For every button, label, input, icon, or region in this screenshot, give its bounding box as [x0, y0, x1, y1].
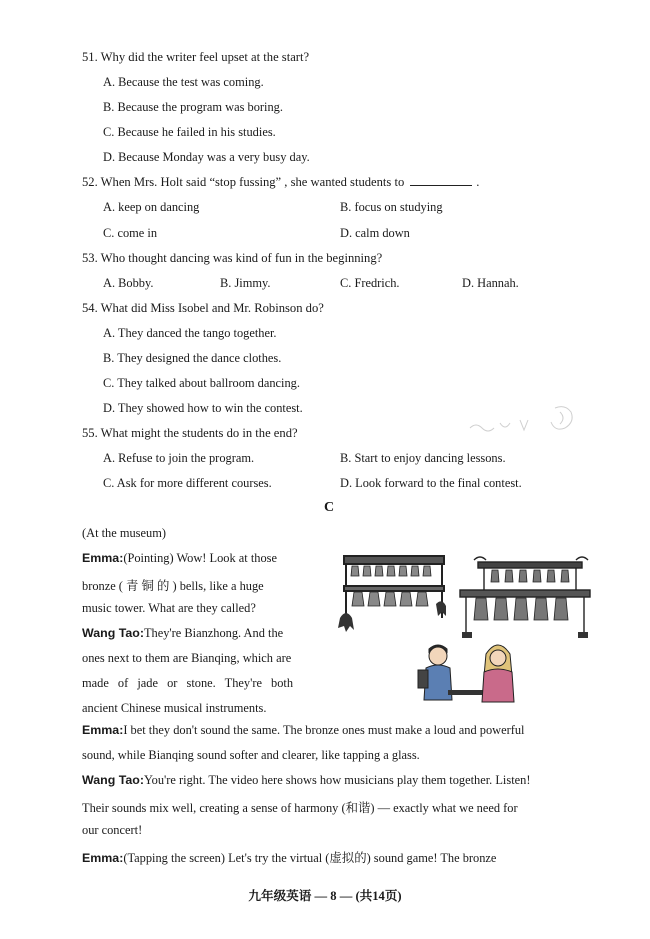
q51-option-a: A. Because the test was coming.	[103, 75, 264, 89]
question-52-stem	[82, 175, 479, 190]
q54-option-c: C. They talked about ballroom dancing.	[103, 376, 300, 390]
q54-option-d: D. They showed how to win the contest.	[103, 401, 303, 415]
dialogue-line: Emma:(Tapping the screen) Let's try the virtual (虚拟的) sound game! The bronze	[82, 851, 497, 865]
q55-option-a: A. Refuse to join the program.	[103, 451, 255, 465]
q53-option-c: C. Fredrich.	[340, 276, 400, 290]
dialogue-line: Wang Tao:You're right. The video here shows how musicians play them together. Listen!	[82, 773, 531, 787]
scene-note: (At the museum)	[82, 526, 166, 540]
dialogue-line: ancient Chinese musical instruments.	[82, 701, 267, 715]
dialogue-line: bronze ( 青 铜 的 ) bells, like a huge	[82, 579, 264, 593]
dialogue-line: Emma:I bet they don't sound the same. The bronze ones must make a loud and powerful	[82, 723, 525, 737]
dialogue-line: Emma:(Pointing) Wow! Look at those	[82, 551, 277, 565]
speaker-label: Emma:	[82, 551, 124, 565]
q53-option-b: B. Jimmy.	[220, 276, 271, 290]
museum-illustration	[338, 548, 596, 710]
q55-option-b: B. Start to enjoy dancing lessons.	[340, 451, 506, 465]
dialogue-line: our concert!	[82, 823, 143, 837]
q52-option-a: A. keep on dancing	[103, 200, 200, 214]
q51-option-c: C. Because he failed in his studies.	[103, 125, 276, 139]
dialogue-line: music tower. What are they called?	[82, 601, 256, 615]
dialogue-line: Wang Tao:They're Bianzhong. And the	[82, 626, 284, 640]
q55-option-d: D. Look forward to the final contest.	[340, 476, 522, 490]
q51-option-d: D. Because Monday was a very busy day.	[103, 150, 310, 164]
dialogue-line: ones next to them are Bianqing, which are	[82, 651, 292, 665]
speaker-label: Wang Tao:	[82, 773, 144, 787]
q52-option-b: B. focus on studying	[340, 200, 443, 214]
q55-option-c: C. Ask for more different courses.	[103, 476, 272, 490]
q52-stem-after: .	[476, 175, 480, 189]
q51-option-b: B. Because the program was boring.	[103, 100, 283, 114]
page-footer: 九年级英语 — 8 — (共14页)	[248, 889, 402, 903]
section-letter: C	[323, 500, 335, 515]
scan-smudge	[460, 398, 590, 448]
q54-option-a: A. They danced the tango together.	[103, 326, 277, 340]
dialogue-line: sound, while Bianqing sound softer and clearer, like tapping a glass.	[82, 748, 420, 762]
question-54-stem: 54. What did Miss Isobel and Mr. Robinson do?	[82, 301, 324, 315]
answer-blank	[410, 175, 472, 186]
q53-option-a: A. Bobby.	[103, 276, 154, 290]
q52-option-d: D. calm down	[340, 226, 410, 240]
dialogue-line: Their sounds mix well, creating a sense of harmony (和谐) — exactly what we need for	[82, 801, 518, 815]
q52-stem-before: 52. When Mrs. Holt said “stop fussing” , she wanted students to	[82, 175, 405, 189]
q54-option-b: B. They designed the dance clothes.	[103, 351, 282, 365]
question-51-stem: 51. Why did the writer feel upset at the start?	[82, 50, 310, 64]
question-53-stem: 53. Who thought dancing was kind of fun in the beginning?	[82, 251, 383, 265]
q53-option-d: D. Hannah.	[462, 276, 519, 290]
q52-option-c: C. come in	[103, 226, 158, 240]
speaker-label: Emma:	[82, 723, 124, 737]
dialogue-line: made of jade or stone. They're both	[82, 676, 294, 690]
speaker-label: Wang Tao:	[82, 626, 144, 640]
question-55-stem: 55. What might the students do in the end?	[82, 426, 298, 440]
speaker-label: Emma:	[82, 851, 124, 865]
